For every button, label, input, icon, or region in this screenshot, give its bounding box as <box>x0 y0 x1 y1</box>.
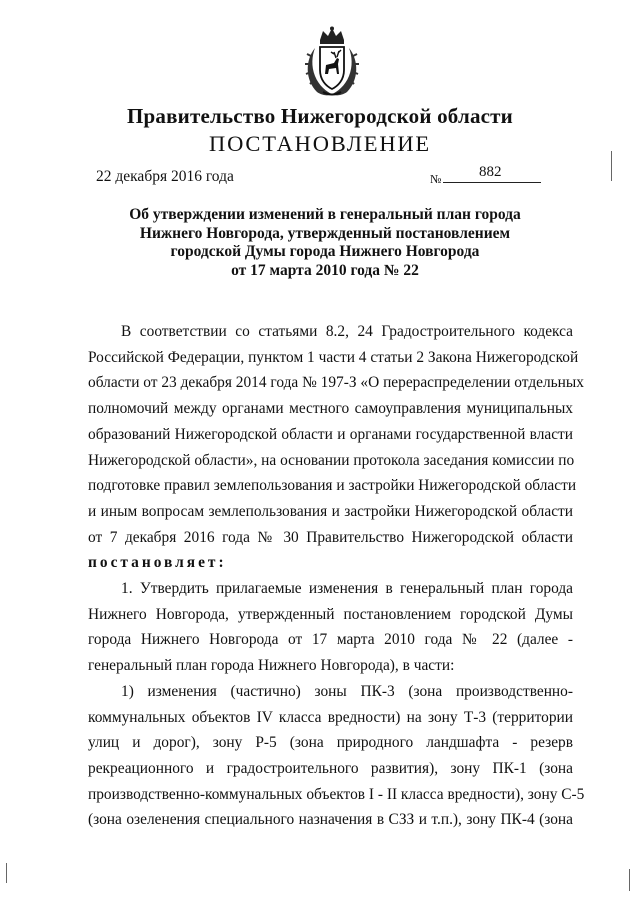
body-line: области от 23 декабря 2014 года № 197-З «О перераспределении отдельных <box>88 374 584 392</box>
coat-of-arms-icon <box>301 26 363 98</box>
decree-word: постановляет: <box>88 554 227 572</box>
subject-line: от 17 марта 2010 года № 22 <box>231 261 419 279</box>
body-line: рекреационного и градостроительного развития), зону ПК-1 (зона <box>88 759 573 777</box>
body-line: улиц и дорог), зону Р-5 (зона природного ландшафта - резерв <box>88 734 573 752</box>
subject-line: Нижнего Новгорода, утвержденный постановлением <box>139 224 511 242</box>
number-underline <box>443 182 541 183</box>
body-line: В соответствии со статьями 8.2, 24 Градостроительного кодекса <box>121 323 573 340</box>
body-line: 1. Утвердить прилагаемые изменения в генеральный план города <box>121 580 573 598</box>
body-line: от 7 декабря 2016 года № 30 Правительство Нижегородской области <box>88 528 573 546</box>
government-name: Правительство Нижегородской области <box>127 104 513 128</box>
document-number: 882 <box>479 164 502 180</box>
body-line: полномочий между органами местного самоуправления муниципальных <box>88 400 573 418</box>
scan-mark <box>6 863 7 883</box>
body-line: Нижегородской области», на основании протокола заседания комиссии по <box>88 451 575 469</box>
document-subject <box>100 206 550 280</box>
subject-line: Об утверждении изменений в генеральный план города <box>129 206 521 223</box>
document-date: 22 декабря 2016 года <box>96 168 234 185</box>
body-line: города Нижнего Новгорода от 17 марта 2010 года № 22 (далее - <box>88 631 573 649</box>
body-line: Нижнего Новгорода, утвержденный постановлением городской Думы <box>88 605 573 623</box>
body-line: и иным вопросам землепользования и застройки Нижегородской области <box>88 502 573 520</box>
body-line: производственно-коммунальных объектов I - II класса вредности), зону С-5 <box>88 785 585 803</box>
body-line: генеральный план города Нижнего Новгорода), в части: <box>88 657 455 675</box>
document-type: ПОСТАНОВЛЕНИЕ <box>209 131 431 156</box>
body-line: 1) изменения (частично) зоны ПК-3 (зона производственно- <box>121 682 573 700</box>
body-line: образований Нижегородской области и органами государственной власти <box>88 425 573 443</box>
body-line: (зона озеленения специального назначения в СЗЗ и т.п.), зону ПК-4 (зона <box>88 811 573 829</box>
document-body <box>88 319 585 833</box>
number-label: № <box>430 172 442 186</box>
scan-mark <box>629 869 630 891</box>
body-line: коммунальных объектов IV класса вредности) на зону Т-3 (территории <box>88 708 573 726</box>
body-line: Российской Федерации, пунктом 1 части 4 статьи 2 Закона Нижегородской <box>88 348 579 366</box>
scan-mark <box>611 151 612 181</box>
subject-line: городской Думы города Нижнего Новгорода <box>170 243 480 260</box>
body-line: подготовке правил землепользования и застройки Нижегородской области <box>88 477 577 495</box>
